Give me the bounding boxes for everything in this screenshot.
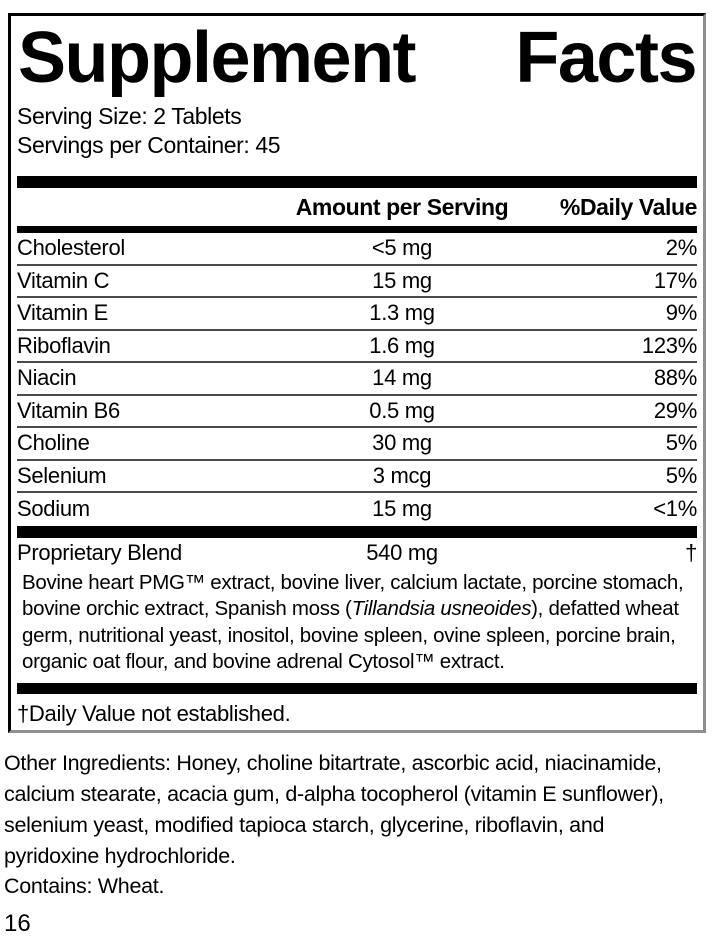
servings-per-container: Servings per Container: 45 xyxy=(17,132,281,158)
nutrient-daily-value: 17% xyxy=(653,267,697,293)
table-row xyxy=(17,396,697,429)
divider-bar-above-proprietary xyxy=(17,526,697,538)
table-row xyxy=(17,363,697,396)
nutrient-amount: 1.3 mg xyxy=(369,300,435,326)
table-row xyxy=(17,331,697,364)
divider-bar-above-footnote xyxy=(17,683,697,694)
nutrient-table xyxy=(17,233,697,526)
proprietary-blend-dagger: † xyxy=(685,539,697,565)
page-number: 16 xyxy=(4,910,31,937)
nutrient-amount: 0.5 mg xyxy=(369,397,435,423)
panel-title xyxy=(18,18,696,98)
nutrient-amount: 3 mcg xyxy=(372,462,432,488)
serving-info xyxy=(17,102,697,160)
proprietary-blend-name: Proprietary Blend xyxy=(17,539,182,565)
divider-bar-under-header xyxy=(17,226,697,233)
divider-bar-thick-top xyxy=(17,176,697,188)
nutrient-name: Sodium xyxy=(17,496,90,522)
other-ingredients-text: Other Ingredients: Honey, choline bitartrate, ascorbic acid, niacinamide, calcium stearate, acacia gum, d-alpha tocopherol (vitamin E sunflower), selenium yeast, modified tapioca starch, glycerine, riboflavin, and pyridoxine hydrochloride. xyxy=(4,751,664,868)
table-header-row xyxy=(17,188,697,226)
supplement-facts-panel xyxy=(8,13,706,733)
nutrient-daily-value: 123% xyxy=(641,332,697,358)
header-amount-per-serving: Amount per Serving xyxy=(295,194,509,220)
table-row xyxy=(17,298,697,331)
daily-value-footnote: †Daily Value not established. xyxy=(17,700,291,726)
table-row xyxy=(17,493,697,526)
nutrient-amount: 1.6 mg xyxy=(369,332,435,358)
serving-size: Serving Size: 2 Tablets xyxy=(17,103,242,129)
nutrient-name: Riboflavin xyxy=(17,332,111,358)
nutrient-name: Cholesterol xyxy=(17,235,125,261)
panel-title-word-2: Facts xyxy=(515,18,696,98)
table-row xyxy=(17,461,697,494)
proprietary-blend-row xyxy=(17,538,697,568)
contains-statement: Contains: Wheat. xyxy=(4,874,165,898)
nutrient-name: Vitamin E xyxy=(17,300,109,326)
nutrient-amount: 30 mg xyxy=(372,430,432,456)
table-row xyxy=(17,428,697,461)
nutrient-name: Niacin xyxy=(17,365,77,391)
blend-latin-name: Tillandsia usneoides xyxy=(351,597,532,620)
table-row xyxy=(17,233,697,266)
nutrient-daily-value: 5% xyxy=(665,430,697,456)
nutrient-name: Vitamin C xyxy=(17,267,110,293)
nutrient-daily-value: 9% xyxy=(665,300,697,326)
nutrient-daily-value: <1% xyxy=(653,496,697,522)
blend-text-part-2: ), defatted wheat germ, nutritional yeast, inositol, bovine spleen, ovine spleen, porcine brain, organic oat flour, and bovine adrenal Cytosol™ extract. xyxy=(22,597,679,673)
nutrient-name: Vitamin B6 xyxy=(17,397,120,423)
nutrient-amount: <5 mg xyxy=(371,235,433,261)
proprietary-blend-description xyxy=(22,570,697,676)
blend-text-part-1: Bovine heart PMG™ extract, bovine liver, calcium lactate, porcine stomach, bovine orchic extract, Spanish moss ( xyxy=(22,570,684,620)
header-daily-value: %Daily Value xyxy=(559,194,697,220)
nutrient-name: Selenium xyxy=(17,462,107,488)
nutrient-amount: 15 mg xyxy=(372,496,432,522)
nutrient-amount: 15 mg xyxy=(372,267,432,293)
nutrient-amount: 14 mg xyxy=(372,365,432,391)
nutrient-daily-value: 2% xyxy=(665,235,697,261)
nutrient-daily-value: 88% xyxy=(653,365,697,391)
nutrient-name: Choline xyxy=(17,430,90,456)
panel-title-word-1: Supplement xyxy=(18,18,416,98)
nutrient-daily-value: 29% xyxy=(653,397,697,423)
nutrient-daily-value: 5% xyxy=(665,462,697,488)
proprietary-blend-amount: 540 mg xyxy=(366,539,438,565)
table-row xyxy=(17,266,697,299)
